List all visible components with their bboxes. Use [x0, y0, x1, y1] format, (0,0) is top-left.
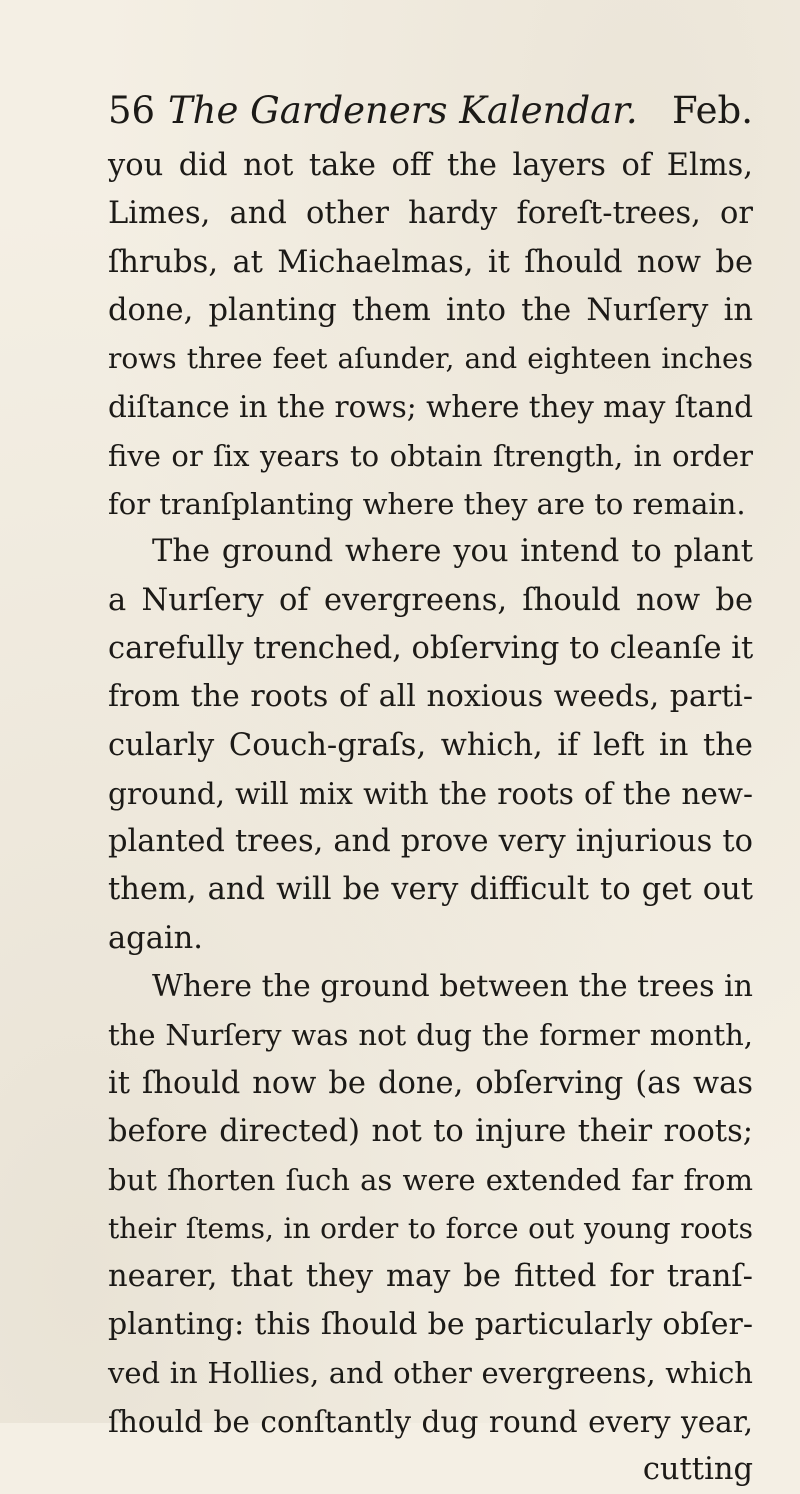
- text-line: planting: this ſhould be particularly obſer-: [108, 1307, 753, 1343]
- text-line: a Nurſery of evergreens, ſhould now be: [108, 582, 753, 618]
- text-line: carefully trenched, obſerving to cleanſe it: [108, 630, 754, 666]
- text-line: for tranſplanting where they are to remain.: [108, 487, 746, 522]
- text-line: before directed) not to injure their roots;: [108, 1113, 753, 1149]
- month-label: Feb.: [672, 89, 753, 132]
- text-line: planted trees, and prove very injurious to: [108, 824, 753, 860]
- running-title: The Gardeners Kalendar.: [168, 89, 638, 132]
- text-line: diſtance in the rows; where they may ſtand: [108, 390, 753, 425]
- text-line: five or ſix years to obtain ſtrength, in order: [108, 438, 753, 473]
- text-line: ved in Hollies, and other evergreens, which: [108, 1356, 753, 1391]
- paragraph-start-line: The ground where you intend to plant: [152, 534, 753, 570]
- text-line: them, and will be very difficult to get out: [108, 872, 753, 908]
- paragraph-start-line: Where the ground between the trees in: [152, 969, 753, 1005]
- text-line: ground, will mix with the roots of the new-: [108, 776, 753, 811]
- text-line: you did not take off the layers of Elms,: [108, 148, 753, 183]
- page-header: [108, 86, 753, 136]
- text-line: from the roots of all noxious weeds, parti-: [108, 679, 753, 715]
- text-line: rows three feet aſunder, and eighteen inches: [108, 342, 753, 376]
- body-text: [108, 142, 753, 1494]
- text-line: done, planting them into the Nurſery in: [108, 292, 753, 328]
- text-line: Limes, and other hardy foreſt-trees, or: [108, 196, 753, 232]
- text-line: ſhould be conſtantly dug round every year,: [108, 1404, 753, 1439]
- text-line: it ſhould now be done, obſerving (as was: [108, 1065, 753, 1101]
- text-line: again.: [108, 920, 203, 956]
- page-number: 56: [108, 89, 156, 132]
- catchword: cutting: [642, 1452, 753, 1488]
- text-line: nearer, that they may be fitted for tranſ-: [108, 1258, 753, 1294]
- text-line: their ſtems, in order to force out young roots: [108, 1211, 753, 1245]
- text-line: cularly Couch-graſs, which, if left in the: [108, 727, 753, 763]
- text-line: but ſhorten ſuch as were extended far from: [108, 1163, 753, 1198]
- text-line: ſhrubs, at Michaelmas, it ſhould now be: [108, 244, 753, 280]
- text-line: the Nurſery was not dug the former month,: [108, 1018, 753, 1053]
